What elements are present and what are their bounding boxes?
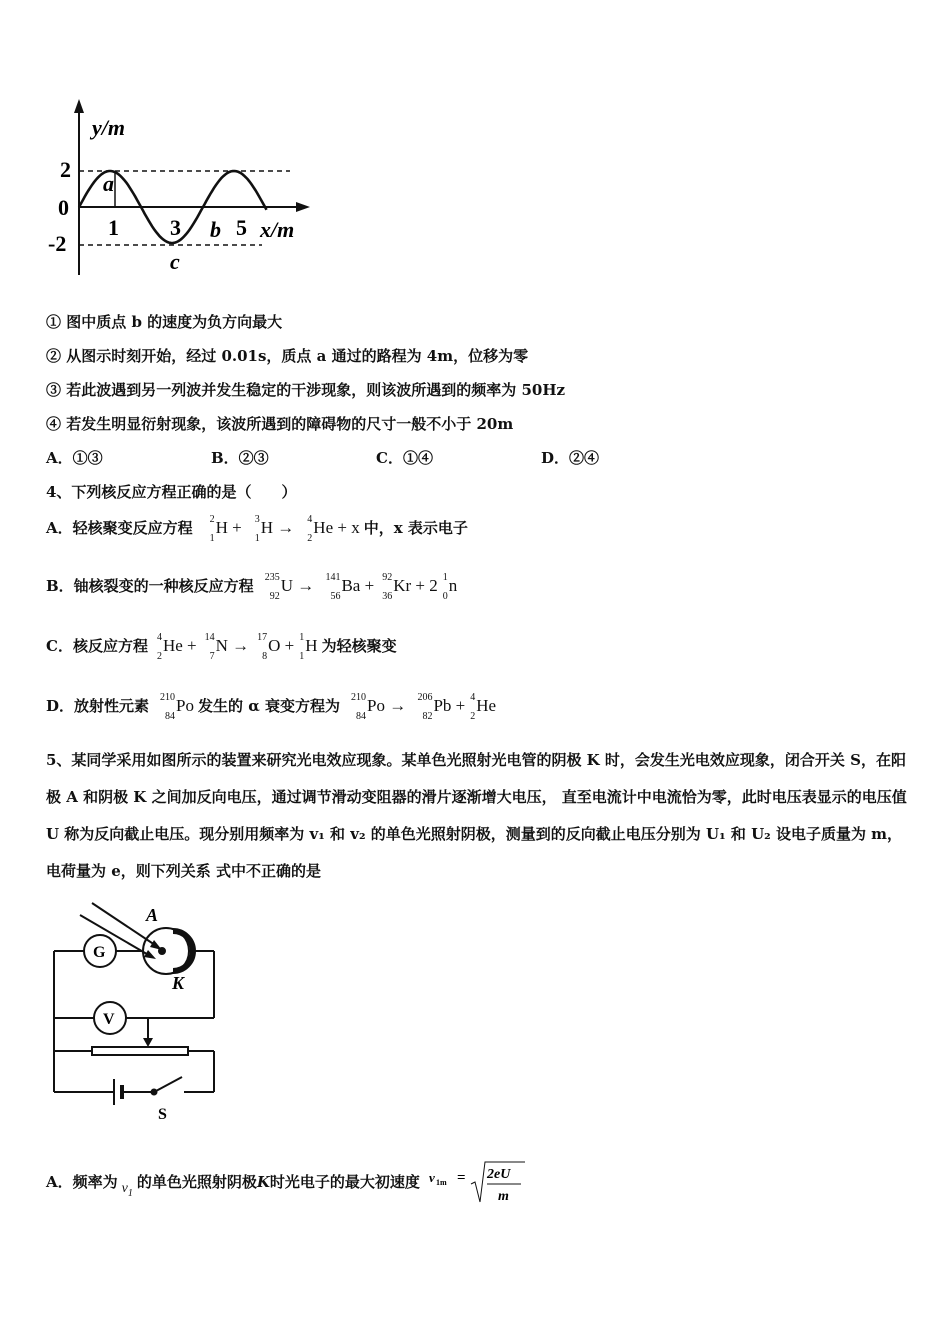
x-tick-3: 3 [170, 215, 181, 240]
label-v: V [103, 1011, 115, 1028]
svg-text:1m: 1m [436, 1178, 447, 1187]
q4-option-c[interactable]: C．核反应方程 4 2 He + 14 7 N → 17 8 O + 1 1 H 为轻核聚变 [46, 632, 397, 662]
wave-graph [40, 95, 330, 280]
velocity-formula [429, 1158, 529, 1208]
transmutation-equation: 4 2 He + 14 7 N → 17 8 O + 1 1 H [156, 632, 318, 662]
alpha-decay-equation: 210 84 Po → 206 82 Pb + 4 2 He [350, 692, 497, 722]
point-b-label: b [210, 217, 221, 242]
x-axis-arrow [296, 202, 310, 212]
q4-option-b[interactable]: B．铀核裂变的一种核反应方程 235 92 U → 141 56 Ba + 92 36 Kr + 2 1 0 n [46, 572, 458, 602]
q4-stem: 4、下列核反应方程正确的是（ ） [46, 483, 297, 501]
q3-option-b[interactable]: B．②③ [211, 449, 269, 467]
label-k: K [172, 973, 185, 993]
label-a: A [146, 905, 159, 925]
q4-option-a[interactable]: A．轻核聚变反应方程 2 1 H + 3 1 H → 4 2 He + x 中，x 表示电子 [46, 514, 468, 544]
x-axis-label: x/m [260, 217, 295, 242]
y-axis-label: y/m [92, 115, 125, 140]
q3-statement-1: ① 图中质点 b 的速度为负方向最大 [46, 313, 283, 331]
frequency-v1: $v_1$ [121, 1181, 133, 1199]
y-tick-2: 2 [60, 157, 71, 182]
y-tick-0: 0 [58, 195, 69, 220]
q3-option-a[interactable]: A．①③ [46, 449, 103, 467]
point-c-label: c [170, 249, 180, 274]
q3-statement-4: ④ 若发生明显衍射现象，该波所遇到的障碍物的尺寸一般不小于 20m [46, 415, 514, 433]
q3-statement-3: ③ 若此波遇到另一列波并发生稳定的干涉现象，则该波所遇到的频率为 50Hz [46, 381, 566, 399]
x-tick-5: 5 [236, 215, 247, 240]
photoelectric-circuit [40, 895, 230, 1125]
q4-option-d[interactable]: D．放射性元素 210 84 Po 发生的 α 衰变方程为 210 84 Po → 206 82 Pb + 4 2 He [46, 692, 497, 722]
y-axis-arrow [74, 99, 84, 113]
q3-option-c[interactable]: C．①④ [376, 449, 433, 467]
q3-options [46, 447, 599, 468]
q5-option-a[interactable]: A．频率为 $v_1$的单色光照射阴极K时光电子的最大初速度 v 1m = 2eU m [46, 1158, 529, 1208]
fusion-equation: 2 1 H + 3 1 H → 4 2 He + x [209, 514, 360, 544]
q5-stem: 5、某同学采用如图所示的装置来研究光电效应现象。某单色光照射光电管的阴极 K 时，会发生光电效应现象，闭合开关 S，在阳极 A 和阴极 K 之间加反向电压，通过调节滑动变阻器的滑片逐渐增大电压， 直至电流计中电流恰为零，此时电压表显示的电压值 U 称为反向截止电压。现分别用频率为 v₁ 和 v₂ 的单色光照射阴极，测量到的反向截止电压分别为 U₁ 和 U₂ 设电子质量为 m，电荷量为 e，则下列关系 式中不正确的是 [46, 751, 907, 880]
label-s: S [158, 1106, 167, 1123]
point-a-label: a [103, 171, 114, 196]
label-g: G [93, 944, 106, 961]
q3-option-d[interactable]: D．②④ [541, 449, 600, 467]
slider-arrow [143, 1038, 153, 1047]
svg-text:=: = [457, 1170, 466, 1186]
rheostat [92, 1047, 188, 1055]
y-tick-neg2: -2 [48, 231, 67, 256]
svg-text:m: m [498, 1189, 510, 1204]
fission-equation: 235 92 U → 141 56 Ba + 92 36 Kr + 2 1 0 n [264, 572, 458, 602]
svg-text:2eU: 2eU [487, 1167, 511, 1182]
switch-s [156, 1077, 182, 1091]
x-tick-1: 1 [108, 215, 119, 240]
polonium-symbol: 210 84 Po [160, 692, 194, 722]
q3-statement-2: ② 从图示时刻开始，经过 0.01s，质点 a 通过的路程为 4m，位移为零 [46, 347, 529, 365]
svg-text:v: v [429, 1170, 435, 1185]
